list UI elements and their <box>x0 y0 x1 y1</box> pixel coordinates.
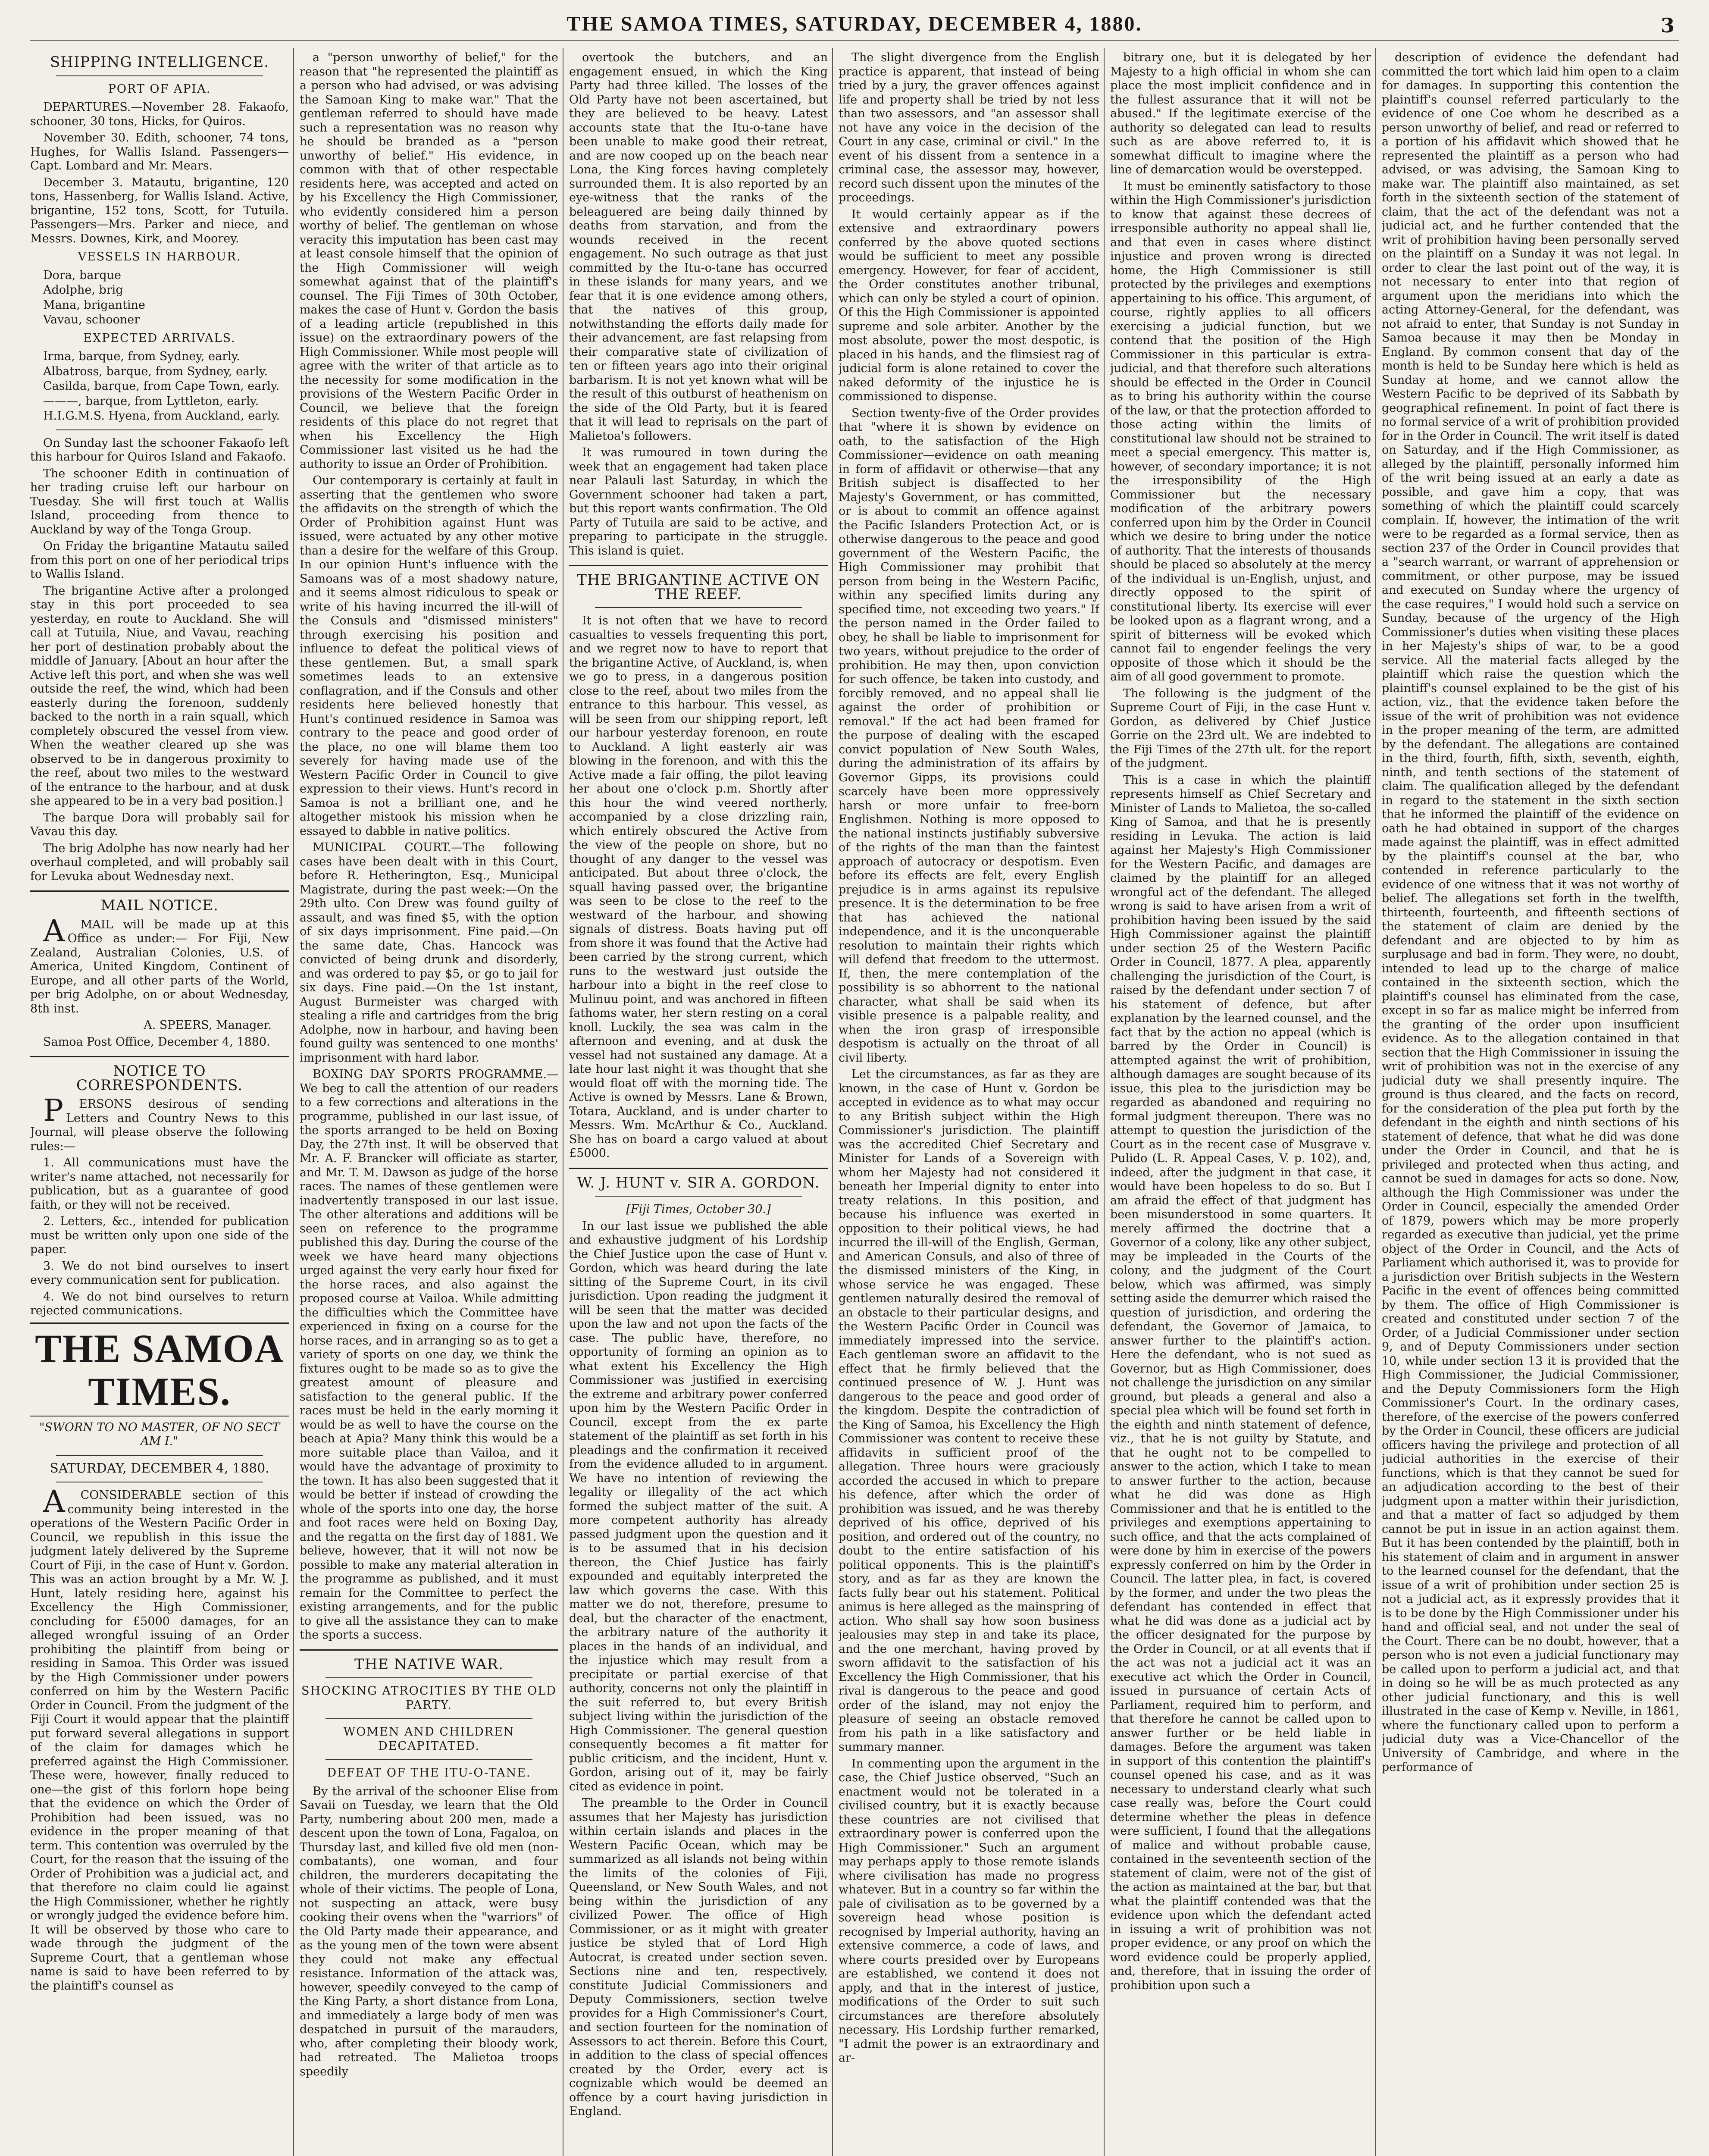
article-paragraph: Let the circumstances, as far as they are known, in the case of Hunt v. Gordon be accepted in evidence as to what may occur to any British subject within the High Commissioner's jurisdiction. The plaintiff was the accredited Chief Secretary and Minister for Lands of a Sovereign with whom her Majesty had not considered it beneath her Imperial dignity to enter into treaty relations. In this position, and because his influence was exerted in opposition to their political views, he had incurred the ill-will of the English, German, and American Consuls, and also of three of the dismissed ministers of the King, in whose service he was engaged. These gentlemen naturally desired the removal of an obstacle to their particular designs, and the Western Pacific Order in Council was immediately impressed into the service. Each gentleman swore an affidavit to the effect that he firmly believed that the continued presence of W. J. Hunt was dangerous to the peace and good order of the kingdom. Despite the contradiction of the King of Samoa, his Excellency the High Commissioner was content to receive these affidavits in sufficient proof of the allegation. Three hours were graciously accorded the accused in which to prepare his defence, after which the order of prohibition was issued, and he was thereby deprived of his office, deprived of his position, and ordered out of the country, no doubt to the entire satisfaction of his political opponents. This is the plaintiff's story, and as far as they are known the facts fully bear out his statement. Political animus is here alleged as the mainspring of action. Who shall say how soon business jealousies may step in and take its place, and the one merchant, having proved by sworn affidavit to the satisfaction of his Excellency the High Commissioner, that his rival is dangerous to the peace and good order of the island, may not enjoy the pleasure of seeing an obstacle removed from his path in a like satisfactory and summary manner. <box>839 1068 1099 1754</box>
shipping-heading: SHIPPING INTELLIGENCE. <box>50 53 269 71</box>
leader-article: ACONSIDERABLE section of this community being interested in the operations of the Western Pacific Order in Council, we republish in this issue the judgment lately delivered by the Supreme Court of Fiji, in the case of Hunt v. Gordon. This was an action brought by a Mr. W. J. Hunt, lately residing here, against his Excellency the High Commissioner, concluding for £5000 damages, for an alleged wrongful issuing of an Order prohibiting the plaintiff from being or residing in Samoa. This Order was issued by the High Commissioner under powers conferred on him by the Western Pacific Order in Council. From the judgment of the Fiji Court it would appear that the plaintiff put forward several allegations in support of the claim for damages which he preferred against the High Commissioner. These were, however, finally reduced to one—the gist of this forlorn hope being that the evidence on which the Order of Prohibition had been issued, was no evidence in the proper meaning of that term. This contention was overruled by the Court, for the reason that the issuing of the Order of Prohibition was a judicial act, and that therefore no claim could lie against the High Commissioner, whether he rightly or wrongly judged the evidence before him. It will be observed by those who care to wade through the judgment of the Supreme Court, that a gentleman whose name is said to have been referred to by the plaintiff's counsel as <box>30 1484 289 1993</box>
news-item: The barque Dora will probably sail for Vavau this day. <box>30 811 289 838</box>
divider <box>56 75 263 76</box>
war-subheading: DEFEAT OF THE ITU-O-TANE. <box>327 1766 531 1780</box>
boxing-day-sports: BOXING DAY SPORTS PROGRAMME.—We beg to call the attention of our readers to a few corrections and alterations in the programme, published in our last issue, of the sports arranged to be held on Boxing Day, the 27th inst. It will be observed that Mr. A. F. Brancker will officiate as starter, and Mr. T. M. Dawson as judge of the horse races. The names of these gentlemen were inadvertently transposed in our last issue. The other alterations and additions will be seen on reference to the programme published this day. During the course of the week we have heard many objections urged against the very early hour fixed for the horse races, and also against the proposed course at Vailoa. While admitting the difficulties which the Committee have experienced in fixing on a course for the horse races, and in arranging so as to get a variety of sports on one day, we think the fixtures ought to be made so as to give the greatest amount of pleasure and satisfaction to the general public. If the races must be held in the early morning it would be as well to have the course on the beach at Apia? Many think this would be a more suitable place than Vailoa, and it would have the advantage of proximity to the town. It has also been suggested that it would be better if instead of crowding the whole of the sports into one day, the horse and foot races were held on Boxing Day, and the regatta on the first day of 1881. We believe, however, that it will not now be possible to make any material alteration in the programme as published, and it must remain for the Committee to perfect the existing arrangements, and for the public to give all the assistance they can to make the sports a success. <box>300 1068 558 1642</box>
rule-item: 1. All communications must have the writer's name attached, not necessarily for publication, but as a guarantee of good faith, or they will not be received. <box>30 1156 289 1212</box>
mail-heading: MAIL NOTICE. <box>100 897 219 914</box>
page-number: 3 <box>1660 14 1675 37</box>
expected-list <box>30 350 289 423</box>
rule-item: 3. We do not bind ourselves to insert every communication sent for publication. <box>30 1259 289 1287</box>
list-item: Casilda, barque, from Cape Town, early. <box>43 379 280 393</box>
newspaper-motto: "SWORN TO NO MASTER, OF NO SECT AM I." <box>39 1420 280 1448</box>
rule-item: 4. We do not bind ourselves to return rejected communications. <box>30 1290 289 1317</box>
harbour-list <box>30 269 289 327</box>
hunt-article: In our last issue we published the able and exhaustive judgment of his Lordship the Chief Justice upon the case of Hunt v. Gordon, which was heard during the late sitting of the Supreme Court, in its civil jurisdiction. Upon reading the judgment it will be seen that the matter was decided upon the law and not upon the facts of the case. The public have, therefore, no opportunity of forming an opinion as to what extent his Excellency the High Commissioner was justified in exercising the extreme and arbitrary power conferred upon him by the Western Pacific Order in Council, except from the ex parte statement of the plaintiff as set forth in his pleadings and the confirmation it received from the evidence alluded to in argument. We have no intention of reviewing the legality or illegality of the act which formed the subject matter of the suit. A more competent authority has already passed judgment upon the question and it is to be assumed that in his decision thereon, the Chief Justice has fairly expounded and equitably interpreted the law which governs the case. With this matter we do not, therefore, presume to deal, but the character of the enactment, the arbitrary nature of the authority it places in the hands of an individual, and the injustice which may result from a precipitate or partial exercise of that authority, concerns not only the plaintiff in the suit referred to, but every British subject living within the jurisdiction of the High Commissioner. The general question consequently becomes a fit matter for public criticism, and the incident, Hunt v. Gordon, arising out of it, may be fairly cited as evidence in point. <box>569 1219 828 1793</box>
port-heading: PORT OF APIA. <box>108 82 211 96</box>
column-5 <box>1110 48 1371 2156</box>
list-item: Albatross, barque, from Sydney, early. <box>43 364 268 378</box>
municipal-court: MUNICIPAL COURT.—The following cases have been dealt with in this Court, before R. Hetherington, Esq., Municipal Magistrate, during the past week:—On the 29th ulto. Con Drew was found guilty of assault, and was fined $5, with the option of six days imprisonment. Fine paid.—On the same date, Chas. Hancock was convicted of being drunk and disorderly, and was ordered to pay $5, or go to jail for six days. Fine paid.—On the 1st instant, August Burmeister was charged with stealing a rifle and cartridges from the brig Adolphe, now in harbour, and having been found guilty was sentenced to one months' imprisonment with hard labor. <box>300 841 558 1065</box>
war-subheading: SHOCKING ATROCITIES BY THE OLD PARTY. <box>301 1684 557 1712</box>
list-item: Mana, brigantine <box>43 298 145 312</box>
list-item: Dora, barque <box>43 268 122 282</box>
news-item: The schooner Edith in continuation of her trading cruise left our harbour on Tuesday. She will first touch at Wallis Island, proceeding from thence to Auckland by way of the Tonga Group. <box>30 467 289 536</box>
column-6 <box>1382 48 1679 2156</box>
column-rule <box>1104 48 1105 2156</box>
divider <box>300 1649 558 1651</box>
column-rule <box>832 48 833 2156</box>
article-paragraph: The slight divergence from the English practice is apparent, that instead of being tried by a jury, the graver offences against life and property shall be tried by not less than two assessors, and "an assessor shall not have any voice in the decision of the Court in any case, criminal or civil." In the event of his dissent from a sentence in a criminal case, the assessor may, however, record such dissent upon the minutes of the proceedings. <box>839 51 1099 204</box>
column-3 <box>569 48 828 2156</box>
article-paragraph: It must be eminently satisfactory to those within the High Commissioner's jurisdiction to know that against these decrees of irresponsible authority no appeal shall lie, and that even in cases where distinct injustice and proven wrong is directed home, the High Commissioner is still protected by the privileges and exemptions appertaining to his office. This argument, of course, rightly applies to all officers exercising a judicial function, but we contend that the position of the High Commissioner in this particular is extra-judicial, and that therefore such alterations should be effected in the Order in Council as to bring his authority within the course of the law, or that the protection afforded to those acting within the limits of constitutional law should not be strained to meet a special emergency. This matter is, however, of secondary importance; it is not the irresponsibility of the High Commissioner but the necessary modification of the arbitrary powers conferred upon him by the Order in Council which we desire to bring under the notice of authority. That the interests of thousands should be placed so absolutely at the mercy of the individual is un-English, unjust, and directly opposed to the spirit of constitutional liberty. Its exercise will ever be looked upon as a flagrant wrong, and a spirit of bitterness will be evoked which cannot fail to engender feelings the very opposite of those which it should be the aim of all good government to promote. <box>1110 179 1371 683</box>
article-paragraph: a "person unworthy of belief," for the reason that "he represented the plaintiff as a person who had advised, or was advising the Samoan King to make war." That the gentleman referred to should have made such a representation was no reason why he should be branded as a "person unworthy of belief." His evidence, in common with that of other respectable residents here, was accepted and acted on by his Excellency the High Commissioner, who evidently considered him a person worthy of belief. The gentleman on whose veracity this imputation has been cast may at least console himself that the opinion of the High Commissioner will weigh somewhat against that of the plaintiff's counsel. The Fiji Times of 30th October, makes the case of Hunt v. Gordon the basis of a leading article (republished in this issue) on the extraordinary powers of the High Commissioner. While most people will agree with the writer of that article as to the necessity for some modification in the provisions of the Western Pacific Order in Council, we believe that the foreign residents of this place do not regret that when his Excellency the High Commissioner last visited us he had the authority to issue an Order of Prohibition. <box>300 51 558 471</box>
column-rule <box>1375 48 1376 2156</box>
article-paragraph: It would certainly appear as if the extensive and extraordinary powers conferred by the above quoted sections would be sufficient to meet any possible emergency. However, for fear of accident, the Order constitutes another tribunal, which can only be styled a court of opinion. Of this the High Commissioner is appointed supreme and sole arbiter. Another by the most absolute, power the most despotic, is placed in his hands, and the flimsiest rag of judicial form is alone retained to cover the naked deformity of the injustice he is commissioned to dispense. <box>839 207 1099 403</box>
column-rule <box>293 48 294 2156</box>
list-item: H.I.G.M.S. Hyena, from Auckland, early. <box>43 409 280 423</box>
hunt-article: The preamble to the Order in Council assumes that her Majesty has jurisdiction within certain islands and places in the Western Pacific Ocean, which may be summarized as all islands not being within the limits of the colonies of Fiji, Queensland, or New South Wales, and not being within the jurisdiction of any civilized Power. The office of High Commissioner, or as it might with greater justice be styled that of Lord High Autocrat, is created under section seven. Sections nine and ten, respectively, constitute Judicial Commissioners and Deputy Commissioners, section twelve provides for a High Commissioner's Court, and section fourteen for the nomination of Assessors to act therein. Before this Court, in addition to the class of special offences created by the Order, every act is cognizable which would be deemed an offence by a court having jurisdiction in England. <box>569 1796 828 2118</box>
judgment-intro: The following is the judgment of the Supreme Court of Fiji, in the case Hunt v. Gordon, as delivered by Chief Justice Gorrie on the 23rd ult. We are indebted to the Fiji Times of the 27th ult. for the report of the judgment. <box>1110 686 1371 770</box>
departures-dec3: December 3. Matautu, brigantine, 120 tons, Hassenberg, for Wallis Island. Active, brigantine, 152 tons, Scott, for Tutuila. Passengers—Mrs. Parker and niece, and Messrs. Downes, Kirk, and Moorey. <box>30 175 289 245</box>
war-subheading: WOMEN AND CHILDREN DECAPITATED. <box>343 1725 515 1753</box>
list-item: Adolphe, brig <box>43 283 123 297</box>
native-war-heading: THE NATIVE WAR. <box>354 1655 504 1673</box>
divider <box>595 1196 802 1197</box>
departures: DEPARTURES.—November 28. Fakaofo, schooner, 30 tons, Hicks, for Quiros. <box>30 100 289 128</box>
article-paragraph: bitrary one, but it is delegated by her Majesty to a high official in whom she can place the most implicit confidence and in the fullest assurance that it will not be abused." If the legitimate exercise of the authority so delegated can lead to results such as are above referred to, it is somewhat difficult to imagine where the line of demarcation would be overstepped. <box>1110 51 1371 176</box>
hunt-heading: W. J. HUNT v. SIR A. GORDON. <box>577 1174 820 1191</box>
mail-notice: AMAIL will be made up at this Office as under:— For Fiji, New Zealand, Australian Colonies, U.S. of America, United Kingdom, Continent of Europe, and all other parts of the World, per brig Adolphe, on or about Wednesday, 8th inst. <box>30 913 289 1015</box>
war-article: By the arrival of the schooner Elise from Savaii on Tuesday, we learn that the Old Party, numbering about 200 men, made a descent upon the town of Lona, Fagaloa, on Thursday last, and killed five old men (non-combatants), one woman, and four children, the murderers decapitating the whole of their victims. The people of Lona, not suspecting an attack, were busy cooking their ovens when the "warriors" of the Old Party made their appearance, and as the young men of the town were absent they could not make any effectual resistance. Information of the attack was, however, speedily conveyed to the camp of the King Party, a short distance from Lona, and immediately a large body of men was despatched in pursuit of the marauders, who, after completing their bloody work, had retreated. The Malietoa troops speedily <box>300 1784 558 2078</box>
judgment-text: description of evidence the defendant had committed the tort which laid him open to a claim for damages. In supporting this contention the plaintiff's counsel referred particularly to the evidence of one Coe whom he described as a person unworthy of belief, and read or referred to a portion of his affidavit which showed that he represented the plaintiff as a person who had advised, or was advising, the Samoan King to make war. The plaintiff also maintained, as set forth in the sixteenth section of the statement of claim, that the act of the defendant was not a judicial act, and he further contended that the writ of prohibition having been personally served on the plaintiff on a Sunday it was not legal. In order to clear the last point out of the way, it is not necessary to enter into that region of argument upon the meridians into which the acting Attorney-General, for the defendant, was not afraid to enter, that Sunday is not Sunday in Samoa because it may then be Monday in England. By common consent that day of the month is held to be Sunday here which is held as Sunday at home, and we cannot allow the Western Pacific to be deprived of its Sabbath by geographical refinement. In point of fact there is no formal service of a writ of prohibition provided for in the Order in Council. The writ itself is dated on Saturday, and if the High Commissioner, as alleged by the plaintiff, personally informed him of the writ being issued at an early a date as possible, and gave him a copy, that was something of which the plaintiff could scarcely complain. If, however, the intimation of the writ were to be regarded as a formal service, then as section 237 of the Order in Council provides that a "search warrant, or warrant of apprehension or commitment, or other purpose, may be issued and executed on Sunday where the urgency of the case requires," I would hold such a service on Sunday, because of the urgency of the High Commissioner's duties when visiting these places in her Majesty's ships of war, to be a good service. All the material facts alleged by the plaintiff which raise the question which the plaintiff's counsel explained to be the gist of his action, viz., that the evidence taken before the issue of the writ of prohibition was not evidence in the proper meaning of the term, are admitted by the defendant. The allegations are contained in the third, fourth, fifth, sixth, seventh, eighth, ninth, and tenth sections of the statement of claim. The qualification alleged by the defendant in regard to the statement in the sixth section that he informed the plaintiff of the evidence on oath he had obtained in support of the charges made against the plaintiff, was in effect admitted by the plaintiff's counsel at the bar, who contended in reference particularly to the evidence of one witness that it was not worthy of belief. The allegations set forth in the twelfth, thirteenth, fourteenth, and fifteenth sections of the statement of claim are denied by the defendant and are objected to by him as surplusage and bad in form. They were, no doubt, intended to lead up to the charge of malice contained in the sixteenth section, which the plaintiff's counsel has eliminated from the case, except in so far as malice might be inferred from the granting of the order upon insufficient evidence. As to the allegation contained in that section that the High Commissioner in issuing the writ of prohibition was not in the exercise of any judicial duty we shall presently inquire. The ground is thus cleared, and the facts on record, for the consideration of the plea put forth by the defendant in the eighth and ninth sections of his statement of defence, that what he did was done under the Order in Council, and that he is privileged and protected when thus acting, and cannot be sued in damages for acts so done. Now, although the High Commissioner was under the Order in Council, especially the amended Order of 1879, powers which may be more properly regarded as executive than judicial, yet the prime object of the Order in Council, and the Acts of Parliament which authorised it, was to provide for a jurisdiction over British subjects in the Western Pacific in the event of offences being committed by them. The office of High Commissioner is created and constituted under section 7 of the Order, of a Judicial Commissioner under section 9, and of Deputy Commissioners under section 10, while under section 13 it is provided that the High Commissioner, the Judicial Commissioner, and the Deputy Commissioners form the High Commissioner's Court. In the ordinary cases, therefore, of the exercise of the powers conferred by the Order in Council, these officers are judicial officers having the privilege and protection of all judicial authorities in the exercise of their functions, which is that they cannot be sued for an adjudication according to the best of their judgment upon a matter within their jurisdiction, and that a matter of fact so adjudged by them cannot be put in issue in an action against them. But it has been contended by the plaintiff, both in his statement of claim and in argument in answer to the learned counsel for the defendant, that the issue of a writ of prohibition under section 25 is not a judicial act, as it expressly provides that it is to be done by the High Commissioner under his hand and official seal, and not under the seal of the Court. There can be no doubt, however, that a person who is not even a judicial functionary may be called upon to perform a judicial act, and that in doing so he will be as much protected as any other judicial functionary, and this is well illustrated in the case of Kemp v. Neville, in 1861, where the functionary called upon to perform a judicial duty was a Vice-Chancellor of the University of Cambridge, and where in the performance of <box>1382 51 1679 1774</box>
hunt-source: [Fiji Times, October 30.] <box>626 1203 771 1216</box>
divider <box>569 565 828 566</box>
reef-heading: THE BRIGANTINE ACTIVE ON THE REEF. <box>577 571 820 603</box>
divider <box>595 607 802 608</box>
newspaper-title: THE SAMOA TIMES. <box>30 1322 289 1416</box>
news-item: The brigantine Active after a prolonged stay in this port proceeded to sea yesterday, en route to Auckland. She will call at Tutuila, Niue, and Vavau, reaching her port of destination probably about the middle of January. [About an hour after the Active left this port, and when she was well outside the reef, the wind, which had been easterly during the forenoon, suddenly backed to the north in a rain squall, which completely obscured the vessel from view. When the weather cleared up she was observed to be in dangerous proximity to the reef, about two miles to the westward of the entrance to the harbour, and at dusk she appeared to be in a very bad position.] <box>30 584 289 808</box>
header-title: THE SAMOA TIMES, SATURDAY, DECEMBER 4, 1880. <box>567 12 1142 35</box>
news-item: The brig Adolphe has now nearly had her overhaul completed, and will probably sail for Levuka about Wednesday next. <box>30 841 289 883</box>
column-4 <box>839 48 1099 2156</box>
divider <box>56 1455 263 1456</box>
correspondents-heading: NOTICE TO CORRESPONDENTS. <box>76 1062 243 1094</box>
correspondents-intro: PERSONS desirous of sending Letters and Country News to this Journal, will please observe the following rules:— <box>30 1093 289 1153</box>
departures-nov30: November 30. Edith, schooner, 74 tons, Hughes, for Wallis Island. Passengers—Capt. Lombard and Mr. Mears. <box>30 131 289 172</box>
divider <box>569 1168 828 1169</box>
divider <box>326 1718 532 1719</box>
expected-heading: EXPECTED ARRIVALS. <box>83 331 236 345</box>
page-header <box>30 9 1679 41</box>
rule-item: 2. Letters, &c., intended for publication must be written only upon one side of the paper. <box>30 1215 289 1256</box>
news-item: On Sunday last the schooner Fakaofo left this harbour for Quiros Island and Fakaofo. <box>30 436 289 464</box>
column-1 <box>30 48 289 2156</box>
judgment-text: This is a case in which the plaintiff represents himself as Chief Secretary and Minister of Lands to Malietoa, the so-called King of Samoa, and that he is presently residing in Levuka. The action is laid against her Majesty's High Commissioner for the Western Pacific, and damages are claimed by the plaintiff for an alleged wrongful act of the defendant. The alleged wrong is said to have arisen from a writ of prohibition having been issued by the said High Commissioner against the plaintiff under section 25 of the Western Pacific Order in Council, 1877. A plea, apparently challenging the jurisdiction of the Court, is raised by the defendant under section 7 of his statement of defence, but after explanation by the learned counsel, and the fact that by the action no appeal (which is barred by the Order in Council) is attempted against the writ of prohibition, although damages are sought because of its issue, this plea to the jurisdiction may be regarded as abandoned and requiring no formal judgment thereupon. There was no attempt to question the jurisdiction of the Court as in the recent case of Musgrave v. Pulido (L. R. Appeal Cases, V. p. 102), and, indeed, after the judgment in that case, it would have been hopeless to do so. But I am afraid the effect of that judgment has been misunderstood in some quarters. It merely affirmed the doctrine that a Governor of a colony, like any other subject, may be impleaded in the Courts of the colony, and the judgment of the Court below, which was affirmed, was simply setting aside the demurrer which raised the question of jurisdiction, and ordering the defendant, the Governor of Jamaica, to answer further to the plaintiff's action. Here the defendant, who is not sued as Governor, but as High Commissioner, does not challenge the jurisdiction on any similar ground, but pleads a general and also a special plea which will be found set forth in the eighth and ninth statement of defence, viz., that he is not guilty by Statute, and that he ought not to be compelled to answer to the action, which I take to mean to answer further to the action, because what he did was done as High Commissioner and that he is entitled to the privileges and exemptions appertaining to such office, and that the acts complained of were done by him in exercise of the powers expressly conferred on him by the Order in Council. The latter plea, in fact, is covered by the former, and under the two pleas the defendant has contended in effect that what he did was done as a judicial act by the officer designated for the purpose by the Order in Council, or at all events that if the act was not a judicial act it was an executive act which the Order in Council, issued in pursuance of certain Acts of Parliament, required him to perform, and that therefore he cannot be called upon to answer further or be held liable in damages. Before the argument was taken in support of this contention the plaintiff's counsel opened his case, and as it was necessary to understand clearly what such case really was, before the Court could determine whether the pleas in defence were sufficient, I found that the allegations of malice and without probable cause, contained in the seventeenth section of the statement of claim, were not of the gist of the action as maintained at the bar, but that what the plaintiff contended was that the evidence upon which the defendant acted in issuing a writ of prohibition was not proper evidence, or any proof on which the word evidence could be properly applied, and, therefore, that in issuing the order of prohibition upon such a <box>1110 773 1371 1992</box>
divider <box>30 1056 289 1057</box>
column-2 <box>300 48 558 2156</box>
list-item: Vavau, schooner <box>43 313 140 326</box>
article-paragraph: In commenting upon the argument in the case, the Chief Justice observed, "Such an enactment would not be tolerated in a civilised country, but it is exactly because these countries are not civilised that extraordinary power is conferred upon the High Commissioner." Such an argument may perhaps apply to those remote islands where civilisation has made no progress whatever. But in a country so far within the pale of civilisation as to be governed by a sovereign head whose position is recognised by Imperial authority, having an extensive commerce, a code of laws, and where courts presided over by Europeans are established, we contend it does not apply, and that in the interest of justice, modifications of the Order to suit such circumstances are therefore absolutely necessary. His Lordship further remarked, "I admit the power is an extraordinary and ar- <box>839 1757 1099 2065</box>
article-paragraph: Section twenty-five of the Order provides that "where it is shown by evidence on oath, to the satisfaction of the High Commissioner—evidence on oath meaning in form of affidavit or otherwise—that any British subject is disaffected to her Majesty's Government, or has committed, or is about to commit an offence against the Pacific Islanders Protection Act, or is otherwise dangerous to the peace and good government of the Western Pacific, the High Commissioner may prohibit that person from being in the Western Pacific, within any specified limits during any specified time, not exceeding two years." If the person named in the Order failed to obey, he shall be liable to imprisonment for two years, without prejudice to the order of prohibition. He may then, upon conviction for such offence, be taken into custody, and forcibly removed, and no appeal shall lie against the order of prohibition or removal." If the act had been framed for the purpose of dealing with the escaped convict population of New South Wales, during the administration of its affairs by Governor Gipps, its provisions could scarcely have been more oppressively harsh or more unfair to free-born Englishmen. Nothing is more opposed to the national instincts justifiably subversive of the rights of the man than the faintest approach of autocracy or despotism. Even before its effects are felt, every English prejudice is in arms against its repulsive presence. It is the determination to be free that has achieved the national independence, and it is the unconquerable resolution to maintain their rights which will defend that freedom to the uttermost. If, then, the mere contemplation of the possibility is so abhorrent to the national character, what shall be said when its visible presence is a palpable reality, and when the iron grasp of irresponsible despotism is actually on the throat of all civil liberty. <box>839 406 1099 1065</box>
divider <box>326 1759 532 1760</box>
list-item: ———, barque, from Lyttleton, early. <box>43 394 259 408</box>
article-paragraph: It was rumoured in town during the week that an engagement had taken place near Palauli last Saturday, in which the Government schooner had taken a part, but this report wants confirmation. The Old Party of Tutuila are said to be active, and preparing to participate in the struggle. This island is quiet. <box>569 446 828 558</box>
mail-office: Samoa Post Office, December 4, 1880. <box>43 1035 270 1049</box>
dateline: SATURDAY, DECEMBER 4, 1880. <box>50 1460 269 1476</box>
article-paragraph: Our contemporary is certainly at fault in asserting that the gentlemen who swore the affidavits on the strength of which the Order of Prohibition against Hunt was issued, were actuated by any other motive than a desire for the welfare of this Group. In our opinion Hunt's influence with the Samoans was of a most shadowy nature, and it seems almost ridiculous to speak or write of his having incurred the ill-will of the Consuls and "dismissed ministers" through exercising his position and influence to defeat the political views of these gentlemen. But, a small spark sometimes leads to an extensive conflagration, and if the Consuls and other residents here believed honestly that Hunt's continued residence in Samoa was contrary to the peace and good order of the place, no one will blame them too severely for having made use of the Western Pacific Order in Council to give expression to their views. Hunt's record in Samoa is not a brilliant one, and he altogether mistook his mission when he essayed to dabble in native politics. <box>300 474 558 838</box>
article-paragraph: overtook the butchers, and an engagement ensued, in which the King Party had three killed. The losses of the Old Party have not been ascertained, but they are believed to be heavy. Latest accounts state that the Itu-o-tane have been unable to make good their retreat, and are now cooped up on the beach near Lona, the King forces having completely surrounded them. It is also reported by an eye-witness that the ranks of the beleaguered are being daily thinned by deaths from starvation, and from the wounds received in the recent engagement. No such outrage as that just committed by the Itu-o-tane has occurred in these islands for many years, and we fear that it is one evidence among others, that the natives of this group, notwithstanding the efforts daily made for their advancement, are fast relapsing from their comparative state of civilization of ten or fifteen years ago into their original barbarism. It is not yet known what will be the result of this outburst of heathenism on the side of the Old Party, but it is feared that it will lead to reprisals on the part of Malietoa's followers. <box>569 51 828 443</box>
list-item: Irma, barque, from Sydney, early. <box>43 350 240 363</box>
news-item: On Friday the brigantine Matautu sailed from this port on one of her periodical trips to Wallis Island. <box>30 539 289 581</box>
mail-signature: A. SPEERS, Manager. <box>144 1018 272 1032</box>
divider <box>326 1677 532 1678</box>
reef-article: It is not often that we have to record casualties to vessels frequenting this port, and we regret now to have to report that the brigantine Active, of Auckland, is, when we go to press, in a dangerous position close to the reef, about two miles from the entrance to this harbour. This vessel, as will be seen from our shipping report, left our harbour yesterday forenoon, en route to Auckland. A light easterly air was blowing in the forenoon, and with this the Active made a fair offing, the pilot leaving her about one o'clock p.m. Shortly after this hour the wind veered northerly, accompanied by a close drizzling rain, which entirely obscured the Active from the view of the people on shore, but no thought of any danger to the vessel was anticipated. But about three o'clock, the squall having passed over, the brigantine was seen to be close to the reef to the westward of the harbour, and showing signals of distress. Boats having put off from shore it was found that the Active had been carried by the strong current, which runs to the westward just outside the harbour into a bight in the reef close to Mulinuu point, and was anchored in fifteen fathoms water, her stern resting on a coral knoll. Luckily, the sea was calm in the afternoon and evening, and at dusk the vessel had not sustained any damage. At a late hour last night it was thought that she would float off with the morning tide. The Active is owned by Messrs. Lane & Brown, Totara, Auckland, and is under charter to Messrs. Wm. McArthur & Co., Auckland. She has on board a cargo valued at about £5000. <box>569 614 828 1160</box>
divider <box>56 429 263 430</box>
harbour-heading: VESSELS IN HARBOUR. <box>78 250 241 263</box>
divider <box>30 890 289 892</box>
